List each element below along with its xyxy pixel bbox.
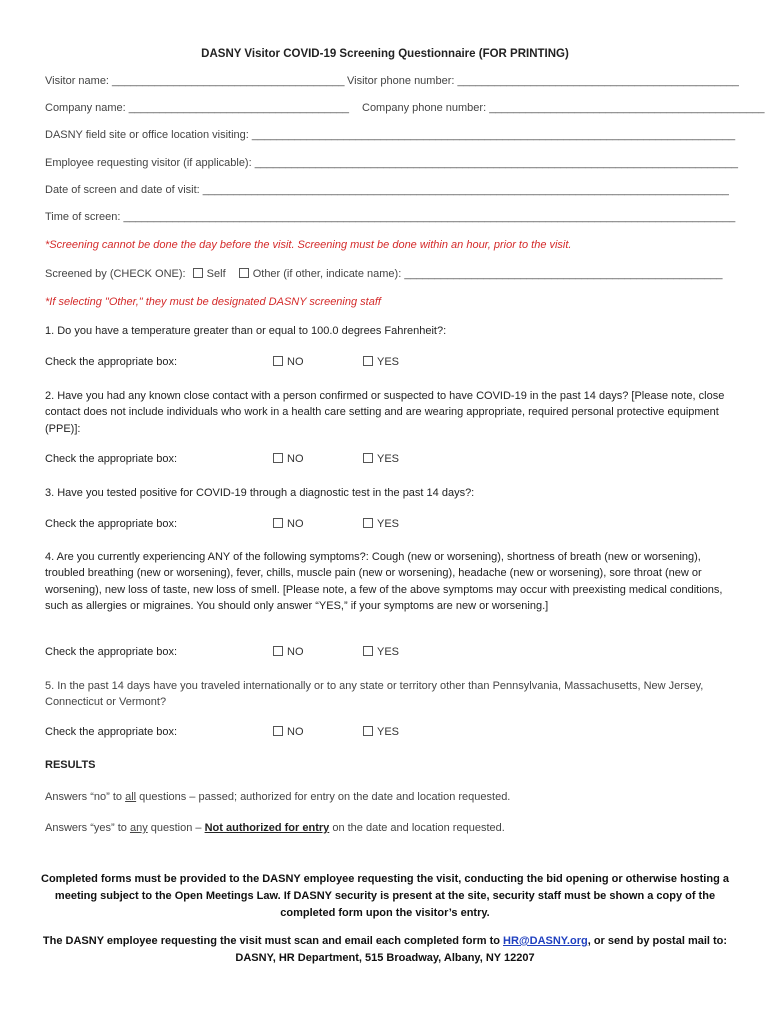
- checkbox-icon[interactable]: [273, 646, 283, 656]
- check-label-5: Check the appropriate box:: [45, 726, 178, 738]
- employee-field[interactable]: Employee requesting visitor (if applicable): _______________________________________________________________________________: [45, 157, 739, 169]
- results-line-yes: Answers “yes” to any question – Not authorized for entry on the date and location requested.: [45, 822, 505, 834]
- email-link[interactable]: HR@DASNY.org: [503, 935, 588, 947]
- q5-yes-option[interactable]: YES: [363, 726, 399, 738]
- other-note: *If selecting "Other," they must be designated DASNY screening staff: [45, 296, 381, 308]
- footer-contact: The DASNY employee requesting the visit must scan and email each completed form to HR@DASNY.org, or send by postal mail to: DASNY, HR Department, 515 Broadway, Albany, NY 12207: [42, 935, 728, 964]
- check-label-4: Check the appropriate box:: [45, 646, 178, 658]
- check-label-2: Check the appropriate box:: [45, 453, 178, 465]
- self-checkbox[interactable]: [193, 268, 203, 278]
- location-field[interactable]: DASNY field site or office location visiting: _______________________________________________________________________________: [45, 129, 736, 141]
- screening-note: *Screening cannot be done the day before the visit. Screening must be done within an hour, prior to the visit.: [45, 239, 572, 251]
- date-field[interactable]: Date of screen and date of visit: ______________________________________________________________________________________: [45, 184, 729, 196]
- time-field[interactable]: Time of screen: ____________________________________________________________________________________________________: [45, 211, 736, 223]
- screened-by-label: Screened by (CHECK ONE):: [45, 268, 186, 280]
- q1-yes-option[interactable]: YES: [363, 356, 399, 368]
- company-phone-field[interactable]: Company phone number: _____________________________________________: [362, 102, 765, 114]
- q3-yes-option[interactable]: YES: [363, 518, 399, 530]
- q4-yes-option[interactable]: YES: [363, 646, 399, 658]
- company-name-field[interactable]: Company name: ____________________________________: [45, 102, 349, 114]
- q2-no-option[interactable]: NO: [273, 453, 304, 465]
- checkbox-icon[interactable]: [363, 356, 373, 366]
- checkbox-icon[interactable]: [273, 453, 283, 463]
- q1-no-option[interactable]: NO: [273, 356, 304, 368]
- page-title: DASNY Visitor COVID-19 Screening Questionnaire (FOR PRINTING): [201, 48, 569, 60]
- q2-yes-option[interactable]: YES: [363, 453, 399, 465]
- results-line-no: Answers “no” to all questions – passed; authorized for entry on the date and location requested.: [45, 791, 511, 803]
- q3-no-option[interactable]: NO: [273, 518, 304, 530]
- question-3: 3. Have you tested positive for COVID-19 through a diagnostic test in the past 14 days?:: [45, 487, 475, 499]
- question-2: 2. Have you had any known close contact with a person confirmed or suspected to have COVID-19 in the past 14 days? [Please note, close contact does not include individuals who work in a health care setting and are wearing appropriate, required personal protective equipment (PPE)]:: [45, 390, 725, 435]
- checkbox-icon[interactable]: [273, 518, 283, 528]
- visitor-phone-field[interactable]: Visitor phone number: ______________________________________________: [347, 75, 739, 87]
- other-label[interactable]: Other (if other, indicate name): ____________________________________________________: [252, 268, 723, 280]
- checkbox-icon[interactable]: [363, 726, 373, 736]
- check-label-1: Check the appropriate box:: [45, 356, 178, 368]
- checkbox-icon[interactable]: [363, 518, 373, 528]
- checkbox-icon[interactable]: [273, 726, 283, 736]
- question-1: 1. Do you have a temperature greater than or equal to 100.0 degrees Fahrenheit?:: [45, 325, 447, 337]
- checkbox-icon[interactable]: [363, 453, 373, 463]
- checkbox-icon[interactable]: [273, 356, 283, 366]
- footer-instructions: Completed forms must be provided to the DASNY employee requesting the visit, conducting the bid opening or otherwise hosting a meeting subject to the Open Meetings Law. If DASNY security is present at the site, security staff must be shown a copy of the completed form upon the visitor’s entry.: [41, 873, 729, 919]
- results-heading: RESULTS: [45, 759, 96, 771]
- screened-by-row: [45, 268, 722, 280]
- postal-address: DASNY, HR Department, 515 Broadway, Albany, NY 12207: [235, 952, 535, 964]
- q4-no-option[interactable]: NO: [273, 646, 304, 658]
- q5-no-option[interactable]: NO: [273, 726, 304, 738]
- question-4: 4. Are you currently experiencing ANY of the following symptoms?: Cough (new or worsening), shortness of breath (new or worsening), troubled breathing (new or worsening), fever, chills, muscle pain (new or worsening), headache (new or worsening), sore throat (new or worsening), new loss of taste, new loss of smell. [Please note, a few of the above symptoms may occur with preexisting medical conditions, such as allergies or migraines. You should only answer “YES,” if your symptoms are new or worsening.]: [45, 551, 723, 612]
- question-5: 5. In the past 14 days have you traveled internationally or to any state or territory other than Pennsylvania, Massachusetts, New Jersey, Connecticut or Vermont?: [45, 680, 704, 709]
- check-label-3: Check the appropriate box:: [45, 518, 178, 530]
- checkbox-icon[interactable]: [363, 646, 373, 656]
- other-checkbox[interactable]: [239, 268, 249, 278]
- visitor-name-field[interactable]: Visitor name: ______________________________________: [45, 75, 345, 87]
- self-label: Self: [206, 268, 226, 280]
